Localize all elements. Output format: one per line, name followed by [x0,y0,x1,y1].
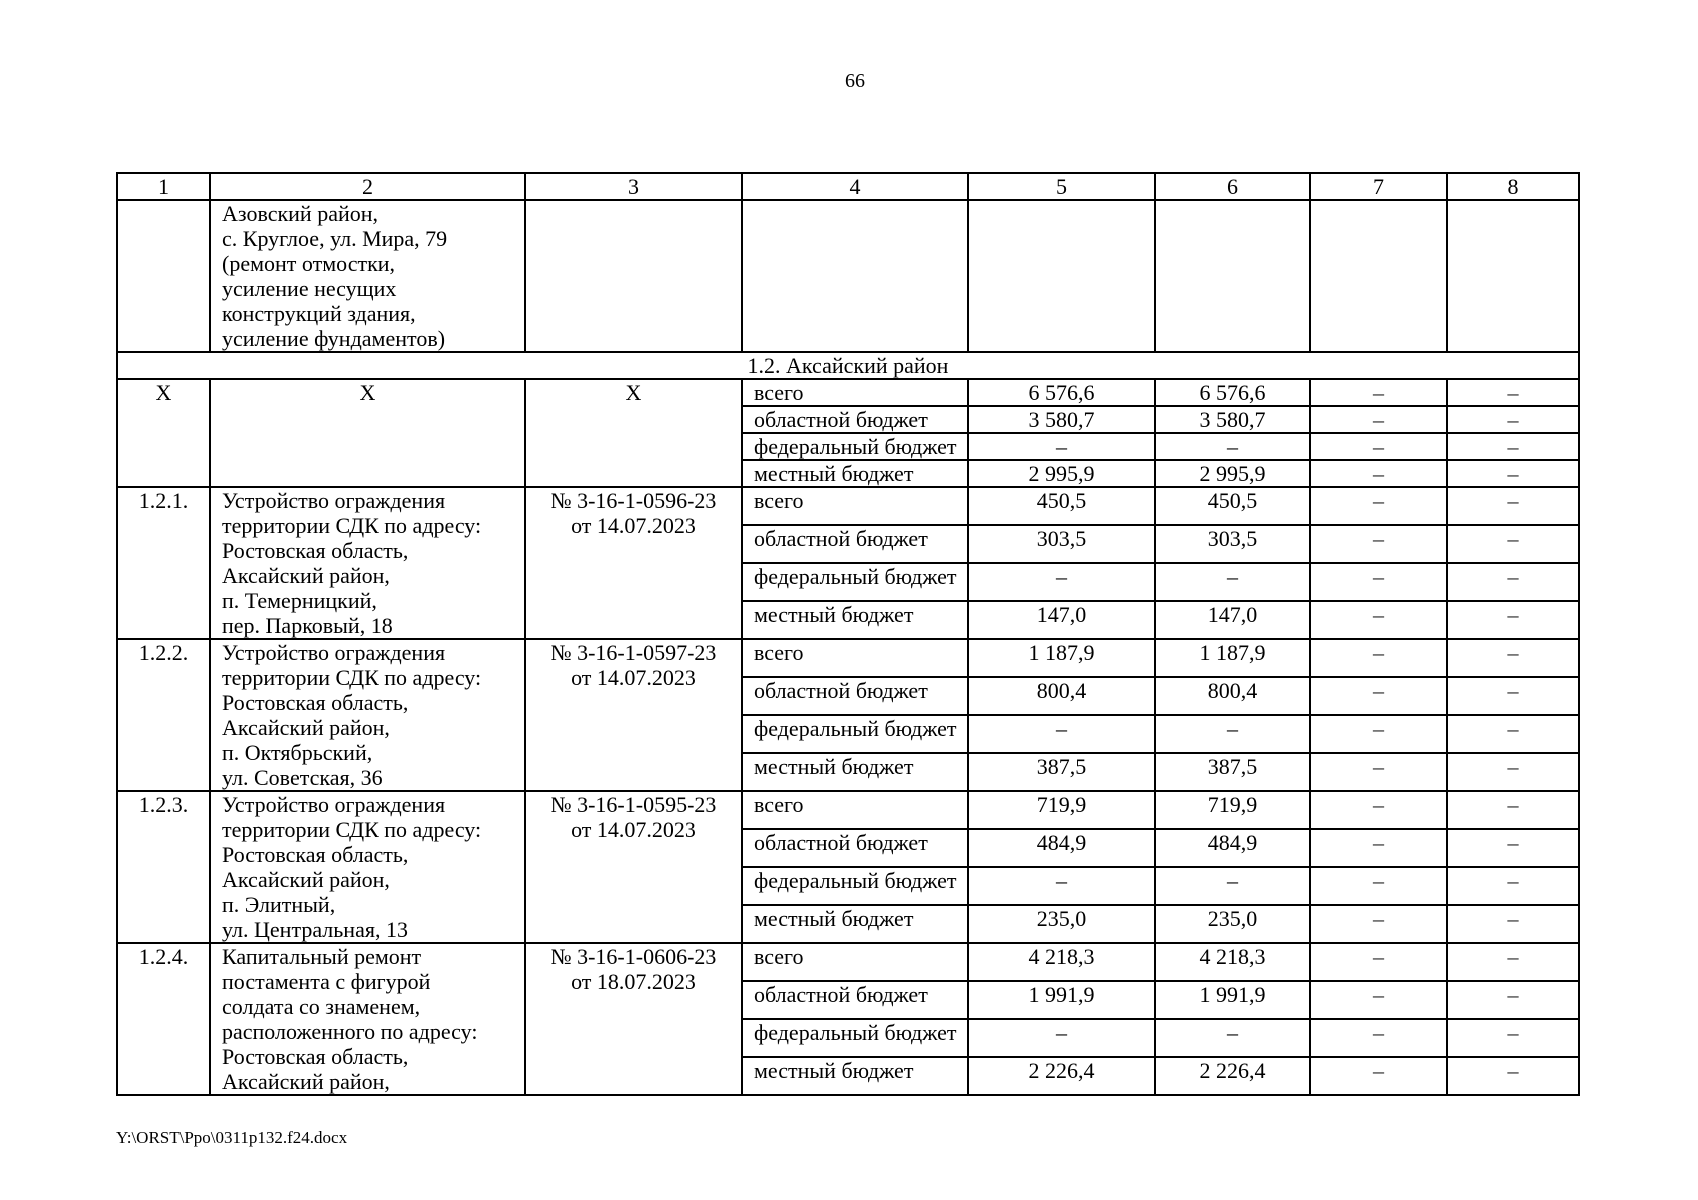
funding-source: федеральный бюджет [742,563,968,601]
amount-col5: 303,5 [968,525,1155,563]
continued-item-row [117,200,1579,352]
funding-source: областной бюджет [742,981,968,1019]
amount-col8: – [1447,1057,1579,1095]
amount-col6: 387,5 [1155,753,1310,791]
funding-source: федеральный бюджет [742,715,968,753]
funding-source: всего [742,791,968,829]
funding-source: областной бюджет [742,677,968,715]
amount-col6: 147,0 [1155,601,1310,639]
contract-number: № 3-16-1-0597-23 от 14.07.2023 [525,639,742,791]
amount-col7: – [1310,981,1447,1019]
funding-source: всего [742,487,968,525]
amount-col6: 2 995,9 [1155,460,1310,487]
amount-col6: 484,9 [1155,829,1310,867]
funding-source: федеральный бюджет [742,867,968,905]
amount-col8: – [1447,525,1579,563]
amount-col6: 1 991,9 [1155,981,1310,1019]
amount-col7: – [1310,601,1447,639]
amount-col5: 147,0 [968,601,1155,639]
column-number: 8 [1447,173,1579,200]
contract-number: № 3-16-1-0596-23 от 14.07.2023 [525,487,742,639]
amount-col5: 235,0 [968,905,1155,943]
amount-col8: – [1447,601,1579,639]
amount-col5: 2 226,4 [968,1057,1155,1095]
value-cell [1310,200,1447,352]
budget-row [117,379,1579,406]
amount-col5: 450,5 [968,487,1155,525]
item-number-cell [117,200,210,352]
amount-col5: 484,9 [968,829,1155,867]
budget-row [117,943,1579,981]
amount-col8: – [1447,487,1579,525]
amount-col7: – [1310,460,1447,487]
column-number: 6 [1155,173,1310,200]
budget-row [117,791,1579,829]
amount-col5: 4 218,3 [968,943,1155,981]
item-number: 1.2.4. [117,943,210,1095]
amount-col5: – [968,715,1155,753]
amount-col6: 719,9 [1155,791,1310,829]
section-title-row [117,352,1579,379]
amount-col5: 3 580,7 [968,406,1155,433]
amount-col7: – [1310,677,1447,715]
column-number: 2 [210,173,525,200]
amount-col6: 6 576,6 [1155,379,1310,406]
amount-col5: 6 576,6 [968,379,1155,406]
amount-col8: – [1447,406,1579,433]
amount-col7: – [1310,639,1447,677]
amount-col6: – [1155,867,1310,905]
budget-row [117,487,1579,525]
column-number: 1 [117,173,210,200]
amount-col8: – [1447,943,1579,981]
amount-col7: – [1310,406,1447,433]
amount-col5: 1 991,9 [968,981,1155,1019]
amount-col5: 387,5 [968,753,1155,791]
amount-col8: – [1447,753,1579,791]
amount-col7: – [1310,867,1447,905]
amount-col6: – [1155,715,1310,753]
amount-col7: – [1310,791,1447,829]
amount-col8: – [1447,791,1579,829]
total-mark: Х [525,379,742,487]
item-name: Устройство ограждения территории СДК по адресу: Ростовская область, Аксайский район, п. Темерницкий, пер. Парковый, 18 [210,487,525,639]
column-number-row [117,173,1579,200]
amount-col7: – [1310,525,1447,563]
amount-col5: 1 187,9 [968,639,1155,677]
column-number: 5 [968,173,1155,200]
page-number: 66 [845,70,865,92]
amount-col5: 719,9 [968,791,1155,829]
amount-col7: – [1310,433,1447,460]
column-number: 4 [742,173,968,200]
amount-col6: – [1155,563,1310,601]
amount-col8: – [1447,677,1579,715]
amount-col8: – [1447,981,1579,1019]
amount-col6: 4 218,3 [1155,943,1310,981]
source-cell [742,200,968,352]
budget-row [117,639,1579,677]
item-number: 1.2.1. [117,487,210,639]
amount-col6: – [1155,433,1310,460]
funding-source: местный бюджет [742,460,968,487]
amount-col8: – [1447,433,1579,460]
amount-col5: 800,4 [968,677,1155,715]
amount-col5: 2 995,9 [968,460,1155,487]
column-number: 3 [525,173,742,200]
amount-col8: – [1447,829,1579,867]
amount-col7: – [1310,379,1447,406]
value-cell [1447,200,1579,352]
total-mark: Х [210,379,525,487]
budget-table [116,172,1580,1096]
funding-source: федеральный бюджет [742,433,968,460]
amount-col7: – [1310,905,1447,943]
amount-col7: – [1310,715,1447,753]
amount-col8: – [1447,639,1579,677]
item-number: 1.2.3. [117,791,210,943]
amount-col6: 3 580,7 [1155,406,1310,433]
amount-col6: 800,4 [1155,677,1310,715]
funding-source: федеральный бюджет [742,1019,968,1057]
amount-col5: – [968,1019,1155,1057]
amount-col7: – [1310,487,1447,525]
item-name: Азовский район, с. Круглое, ул. Мира, 79 (ремонт отмостки, усиление несущих конструкций здания, усиление фундаментов) [210,200,525,352]
amount-col8: – [1447,905,1579,943]
footer-file-path: Y:\ORST\Ppo\0311p132.f24.docx [116,1128,348,1147]
funding-source: местный бюджет [742,905,968,943]
contract-number: № 3-16-1-0606-23 от 18.07.2023 [525,943,742,1095]
amount-col8: – [1447,460,1579,487]
amount-col6: 2 226,4 [1155,1057,1310,1095]
funding-source: областной бюджет [742,406,968,433]
amount-col7: – [1310,943,1447,981]
amount-col7: – [1310,1057,1447,1095]
amount-col8: – [1447,563,1579,601]
amount-col5: – [968,867,1155,905]
total-mark: Х [117,379,210,487]
item-number: 1.2.2. [117,639,210,791]
amount-col5: – [968,433,1155,460]
funding-source: местный бюджет [742,601,968,639]
doc-cell [525,200,742,352]
value-cell [968,200,1155,352]
contract-number: № 3-16-1-0595-23 от 14.07.2023 [525,791,742,943]
amount-col6: 450,5 [1155,487,1310,525]
amount-col8: – [1447,715,1579,753]
funding-source: всего [742,639,968,677]
amount-col6: – [1155,1019,1310,1057]
item-name: Устройство ограждения территории СДК по адресу: Ростовская область, Аксайский район, п. Элитный, ул. Центральная, 13 [210,791,525,943]
section-title: 1.2. Аксайский район [117,352,1579,379]
amount-col8: – [1447,1019,1579,1057]
amount-col7: – [1310,829,1447,867]
amount-col7: – [1310,563,1447,601]
item-name: Капитальный ремонт постамента с фигурой солдата со знаменем, расположенного по адресу: Ростовская область, Аксайский район, [210,943,525,1095]
amount-col6: 303,5 [1155,525,1310,563]
amount-col5: – [968,563,1155,601]
amount-col6: 1 187,9 [1155,639,1310,677]
column-number: 7 [1310,173,1447,200]
amount-col8: – [1447,867,1579,905]
funding-source: местный бюджет [742,1057,968,1095]
item-name: Устройство ограждения территории СДК по адресу: Ростовская область, Аксайский район, п. Октябрьский, ул. Советская, 36 [210,639,525,791]
amount-col7: – [1310,1019,1447,1057]
value-cell [1155,200,1310,352]
amount-col7: – [1310,753,1447,791]
funding-source: областной бюджет [742,525,968,563]
funding-source: всего [742,943,968,981]
funding-source: местный бюджет [742,753,968,791]
amount-col6: 235,0 [1155,905,1310,943]
amount-col8: – [1447,379,1579,406]
funding-source: областной бюджет [742,829,968,867]
funding-source: всего [742,379,968,406]
